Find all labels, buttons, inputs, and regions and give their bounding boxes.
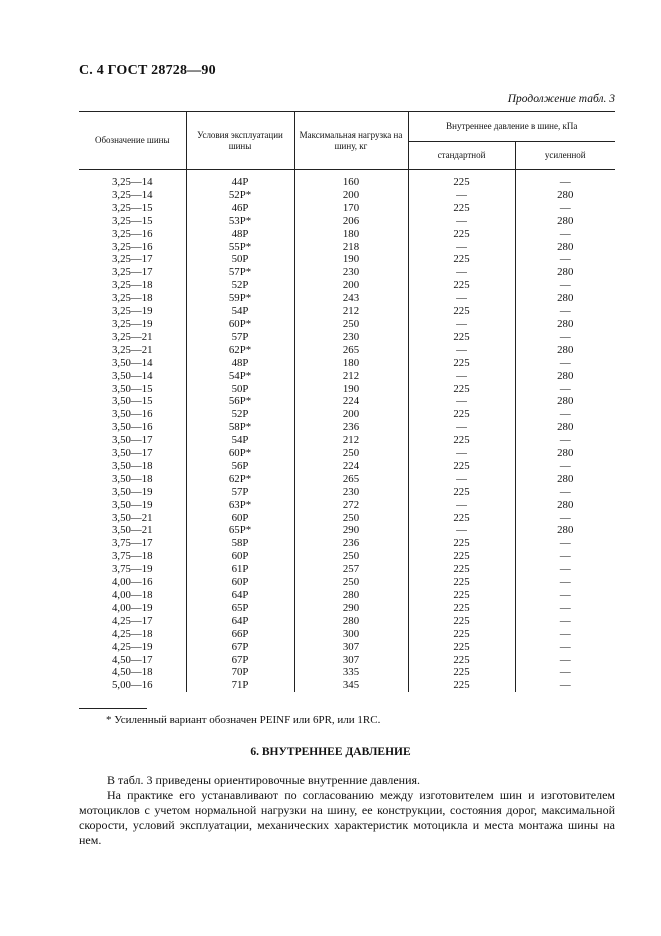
cell-reinforced-pressure: — [559, 408, 571, 421]
cell-reinforced-pressure: 280 [557, 498, 574, 511]
cell-conditions: 50P [186, 253, 294, 266]
cell-standard-pressure: 225 [408, 486, 515, 499]
cell-max-load: 250 [294, 550, 408, 563]
table-row [79, 512, 615, 525]
cell-max-load: 265 [294, 344, 408, 357]
cell-designation: 4,25—17 [79, 615, 186, 628]
cell-designation: 4,50—18 [79, 666, 186, 679]
cell-reinforced-pressure: — [559, 305, 571, 318]
table-row [79, 447, 615, 460]
cell-max-load: 180 [294, 228, 408, 241]
cell-reinforced-pressure: — [559, 576, 571, 589]
cell-reinforced-pressure: — [559, 253, 571, 266]
cell-max-load: 250 [294, 447, 408, 460]
table-row [79, 550, 615, 563]
section-paragraph: В табл. 3 приведены ориентировочные внутренние давления. [107, 773, 421, 787]
cell-designation: 3,25—14 [79, 189, 186, 202]
cell-conditions: 60P [186, 512, 294, 525]
table-row [79, 241, 615, 254]
cell-designation: 3,50—16 [79, 421, 186, 434]
cell-max-load: 224 [294, 395, 408, 408]
cell-max-load: 230 [294, 266, 408, 279]
cell-standard-pressure: 225 [408, 666, 515, 679]
cell-standard-pressure: 225 [408, 512, 515, 525]
table-row [79, 460, 615, 473]
cell-reinforced-pressure: 280 [557, 343, 574, 356]
cell-standard-pressure: 225 [408, 563, 515, 576]
cell-conditions: 56P [186, 460, 294, 473]
cell-max-load: 160 [294, 170, 408, 189]
cell-designation: 3,25—18 [79, 292, 186, 305]
cell-max-load: 345 [294, 679, 408, 692]
table-row [79, 331, 615, 344]
cell-reinforced-pressure: — [559, 330, 571, 343]
cell-conditions: 48P [186, 228, 294, 241]
cell-designation: 3,50—17 [79, 434, 186, 447]
cell-designation: 4,50—17 [79, 654, 186, 667]
table-row [79, 499, 615, 512]
cell-standard-pressure: 225 [408, 253, 515, 266]
cell-reinforced-pressure: — [559, 201, 571, 214]
table-row [79, 202, 615, 215]
cell-designation: 4,25—19 [79, 641, 186, 654]
cell-conditions: 65P [186, 602, 294, 615]
cell-designation: 3,25—16 [79, 241, 186, 254]
cell-conditions: 66P [186, 628, 294, 641]
cell-reinforced-pressure: 280 [557, 292, 574, 305]
section-paragraph: На практике его устанавливают по согласованию между изготовителем шин и изготовителем мотоциклов с учетом нормальной нагрузки на шину, ее конструкции, состояния дорог, максимальной скорости, условий эксплуатации, механических характеристик мотоцикла и места монтажа шины на нем. [79, 788, 615, 847]
cell-reinforced-pressure: — [559, 563, 571, 576]
cell-max-load: 200 [294, 279, 408, 292]
cell-conditions: 54P [186, 305, 294, 318]
cell-designation: 3,50—17 [79, 447, 186, 460]
cell-standard-pressure: — [408, 215, 515, 228]
cell-standard-pressure: 225 [408, 537, 515, 550]
table-row [79, 357, 615, 370]
cell-standard-pressure: — [408, 421, 515, 434]
table-row [79, 189, 615, 202]
cell-max-load: 180 [294, 357, 408, 370]
cell-max-load: 236 [294, 421, 408, 434]
cell-designation: 3,50—18 [79, 473, 186, 486]
cell-standard-pressure: 225 [408, 357, 515, 370]
cell-conditions: 62P* [186, 473, 294, 486]
section-heading: 6. ВНУТРЕННЕЕ ДАВЛЕНИЕ [250, 746, 411, 758]
footnote-divider [79, 708, 147, 709]
cell-conditions: 67P [186, 654, 294, 667]
cell-conditions: 57P [186, 331, 294, 344]
cell-reinforced-pressure: — [559, 511, 571, 524]
cell-designation: 3,25—17 [79, 253, 186, 266]
cell-max-load: 335 [294, 666, 408, 679]
cell-reinforced-pressure: — [559, 679, 571, 692]
cell-conditions: 60P* [186, 447, 294, 460]
cell-max-load: 280 [294, 615, 408, 628]
cell-max-load: 236 [294, 537, 408, 550]
table-body [79, 170, 615, 693]
cell-standard-pressure: — [408, 189, 515, 202]
cell-conditions: 50P [186, 383, 294, 396]
cell-max-load: 212 [294, 434, 408, 447]
cell-standard-pressure: — [408, 241, 515, 254]
cell-standard-pressure: — [408, 499, 515, 512]
table-row [79, 170, 615, 189]
cell-designation: 3,50—18 [79, 460, 186, 473]
table-continuation-label: Продолжение табл. 3 [507, 93, 615, 105]
cell-reinforced-pressure: — [559, 653, 571, 666]
cell-designation: 3,25—21 [79, 344, 186, 357]
cell-reinforced-pressure: 280 [557, 395, 574, 408]
cell-designation: 4,00—16 [79, 576, 186, 589]
cell-max-load: 272 [294, 499, 408, 512]
cell-conditions: 70P [186, 666, 294, 679]
cell-designation: 3,75—17 [79, 537, 186, 550]
cell-reinforced-pressure: — [559, 537, 571, 550]
cell-conditions: 44P [186, 170, 294, 189]
cell-designation: 3,25—19 [79, 305, 186, 318]
cell-conditions: 71P [186, 679, 294, 692]
cell-max-load: 250 [294, 512, 408, 525]
cell-designation: 3,75—18 [79, 550, 186, 563]
table-row [79, 215, 615, 228]
cell-max-load: 280 [294, 589, 408, 602]
cell-reinforced-pressure: — [559, 614, 571, 627]
table-row [79, 279, 615, 292]
cell-conditions: 60P [186, 550, 294, 563]
table-row [79, 408, 615, 421]
cell-designation: 3,50—14 [79, 357, 186, 370]
cell-standard-pressure: 225 [408, 202, 515, 215]
table-row [79, 383, 615, 396]
cell-conditions: 56P* [186, 395, 294, 408]
cell-max-load: 200 [294, 408, 408, 421]
table-row [79, 486, 615, 499]
table-row [79, 615, 615, 628]
cell-reinforced-pressure: 280 [557, 447, 574, 460]
cell-conditions: 58P* [186, 421, 294, 434]
cell-designation: 3,75—19 [79, 563, 186, 576]
header-designation: Обозначение шины [79, 112, 186, 170]
cell-conditions: 65P* [186, 524, 294, 537]
cell-designation: 3,25—15 [79, 202, 186, 215]
header-pressure-group: Внутреннее давление в шине, кПа [408, 112, 615, 142]
cell-designation: 4,00—18 [79, 589, 186, 602]
cell-reinforced-pressure: — [559, 227, 571, 240]
cell-designation: 4,00—19 [79, 602, 186, 615]
cell-conditions: 64P [186, 615, 294, 628]
table-row [79, 473, 615, 486]
cell-conditions: 54P [186, 434, 294, 447]
table-row [79, 305, 615, 318]
table-row [79, 654, 615, 667]
cell-standard-pressure: 225 [408, 170, 515, 189]
cell-max-load: 250 [294, 576, 408, 589]
cell-conditions: 61P [186, 563, 294, 576]
page-title: С. 4 ГОСТ 28728—90 [79, 63, 216, 78]
cell-standard-pressure: 225 [408, 679, 515, 692]
cell-conditions: 48P [186, 357, 294, 370]
cell-standard-pressure: 225 [408, 602, 515, 615]
table-row [79, 589, 615, 602]
cell-max-load: 190 [294, 253, 408, 266]
cell-standard-pressure: — [408, 370, 515, 383]
cell-standard-pressure: — [408, 292, 515, 305]
cell-reinforced-pressure: — [559, 627, 571, 640]
header-max-load: Максимальная нагрузка на шину, кг [294, 112, 408, 170]
header-reinforced: усиленной [515, 142, 615, 170]
cell-reinforced-pressure: — [559, 382, 571, 395]
cell-conditions: 57P* [186, 266, 294, 279]
cell-standard-pressure: — [408, 318, 515, 331]
cell-reinforced-pressure: 280 [557, 472, 574, 485]
table-row [79, 641, 615, 654]
table-row [79, 266, 615, 279]
cell-designation: 3,50—15 [79, 395, 186, 408]
table-row [79, 395, 615, 408]
cell-reinforced-pressure: — [559, 550, 571, 563]
cell-conditions: 46P [186, 202, 294, 215]
cell-standard-pressure: 225 [408, 228, 515, 241]
table-row [79, 421, 615, 434]
cell-designation: 3,50—15 [79, 383, 186, 396]
cell-designation: 3,50—14 [79, 370, 186, 383]
cell-reinforced-pressure: 280 [557, 240, 574, 253]
cell-standard-pressure: 225 [408, 383, 515, 396]
cell-conditions: 54P* [186, 370, 294, 383]
table-row [79, 292, 615, 305]
table-row [79, 318, 615, 331]
cell-conditions: 52P [186, 408, 294, 421]
cell-designation: 3,50—19 [79, 486, 186, 499]
cell-standard-pressure: 225 [408, 305, 515, 318]
cell-designation: 3,50—21 [79, 512, 186, 525]
header-conditions: Условия эксплуатации шины [186, 112, 294, 170]
cell-conditions: 60P* [186, 318, 294, 331]
cell-designation: 3,25—17 [79, 266, 186, 279]
table-row [79, 628, 615, 641]
cell-max-load: 200 [294, 189, 408, 202]
cell-designation: 4,25—18 [79, 628, 186, 641]
table-row [79, 666, 615, 679]
cell-reinforced-pressure: 280 [557, 524, 574, 537]
table-row [79, 228, 615, 241]
cell-standard-pressure: — [408, 473, 515, 486]
cell-standard-pressure: — [408, 524, 515, 537]
cell-designation: 3,25—16 [79, 228, 186, 241]
cell-reinforced-pressure: 280 [557, 188, 574, 201]
cell-reinforced-pressure: — [559, 459, 571, 472]
cell-conditions: 57P [186, 486, 294, 499]
cell-standard-pressure: 225 [408, 628, 515, 641]
cell-standard-pressure: — [408, 266, 515, 279]
cell-max-load: 307 [294, 654, 408, 667]
cell-standard-pressure: 225 [408, 331, 515, 344]
cell-reinforced-pressure: — [559, 356, 571, 369]
cell-conditions: 63P* [186, 499, 294, 512]
cell-reinforced-pressure: 280 [557, 421, 574, 434]
cell-max-load: 224 [294, 460, 408, 473]
cell-max-load: 300 [294, 628, 408, 641]
cell-standard-pressure: 225 [408, 641, 515, 654]
header-standard: стандартной [408, 142, 515, 170]
footnote: * Усиленный вариант обозначен PEINF или 6PR, или 1RC. [106, 714, 381, 726]
cell-reinforced-pressure: — [559, 176, 571, 188]
cell-standard-pressure: 225 [408, 408, 515, 421]
cell-designation: 5,00—16 [79, 679, 186, 692]
cell-standard-pressure: 225 [408, 460, 515, 473]
cell-max-load: 290 [294, 602, 408, 615]
cell-designation: 3,25—19 [79, 318, 186, 331]
table-row [79, 370, 615, 383]
cell-designation: 3,25—18 [79, 279, 186, 292]
cell-reinforced-pressure: 280 [557, 369, 574, 382]
cell-conditions: 67P [186, 641, 294, 654]
cell-conditions: 52P [186, 279, 294, 292]
table-row [79, 576, 615, 589]
cell-conditions: 55P* [186, 241, 294, 254]
cell-standard-pressure: 225 [408, 654, 515, 667]
cell-designation: 3,50—21 [79, 524, 186, 537]
cell-standard-pressure: 225 [408, 589, 515, 602]
cell-reinforced-pressure: — [559, 279, 571, 292]
cell-max-load: 230 [294, 331, 408, 344]
cell-reinforced-pressure: — [559, 589, 571, 601]
cell-standard-pressure: 225 [408, 615, 515, 628]
cell-max-load: 218 [294, 241, 408, 254]
cell-conditions: 58P [186, 537, 294, 550]
cell-reinforced-pressure: — [559, 601, 571, 614]
cell-standard-pressure: — [408, 447, 515, 460]
cell-designation: 3,50—16 [79, 408, 186, 421]
cell-designation: 3,25—21 [79, 331, 186, 344]
cell-reinforced-pressure: — [559, 640, 571, 653]
cell-reinforced-pressure: 280 [557, 214, 574, 227]
table-row [79, 679, 615, 692]
tire-pressure-table [79, 111, 615, 692]
cell-reinforced-pressure: 280 [557, 317, 574, 330]
table-row [79, 434, 615, 447]
cell-max-load: 307 [294, 641, 408, 654]
table-row [79, 344, 615, 357]
cell-standard-pressure: 225 [408, 279, 515, 292]
cell-max-load: 265 [294, 473, 408, 486]
cell-max-load: 250 [294, 318, 408, 331]
cell-conditions: 59P* [186, 292, 294, 305]
cell-conditions: 60P [186, 576, 294, 589]
cell-conditions: 64P [186, 589, 294, 602]
cell-reinforced-pressure: — [559, 434, 571, 447]
table-row [79, 602, 615, 615]
cell-standard-pressure: — [408, 395, 515, 408]
cell-designation: 3,25—15 [79, 215, 186, 228]
cell-reinforced-pressure: — [559, 666, 571, 679]
cell-conditions: 52P* [186, 189, 294, 202]
cell-max-load: 230 [294, 486, 408, 499]
cell-max-load: 243 [294, 292, 408, 305]
cell-max-load: 212 [294, 305, 408, 318]
cell-conditions: 62P* [186, 344, 294, 357]
cell-max-load: 170 [294, 202, 408, 215]
cell-reinforced-pressure: — [559, 485, 571, 498]
cell-standard-pressure: — [408, 344, 515, 357]
table-row [79, 524, 615, 537]
cell-designation: 3,25—14 [79, 170, 186, 189]
cell-max-load: 190 [294, 383, 408, 396]
cell-standard-pressure: 225 [408, 550, 515, 563]
cell-max-load: 206 [294, 215, 408, 228]
table-row [79, 253, 615, 266]
cell-max-load: 290 [294, 524, 408, 537]
cell-reinforced-pressure: 280 [557, 266, 574, 279]
cell-max-load: 212 [294, 370, 408, 383]
cell-designation: 3,50—19 [79, 499, 186, 512]
table-row [79, 563, 615, 576]
table-row [79, 537, 615, 550]
cell-max-load: 257 [294, 563, 408, 576]
cell-standard-pressure: 225 [408, 434, 515, 447]
cell-conditions: 53P* [186, 215, 294, 228]
cell-standard-pressure: 225 [408, 576, 515, 589]
